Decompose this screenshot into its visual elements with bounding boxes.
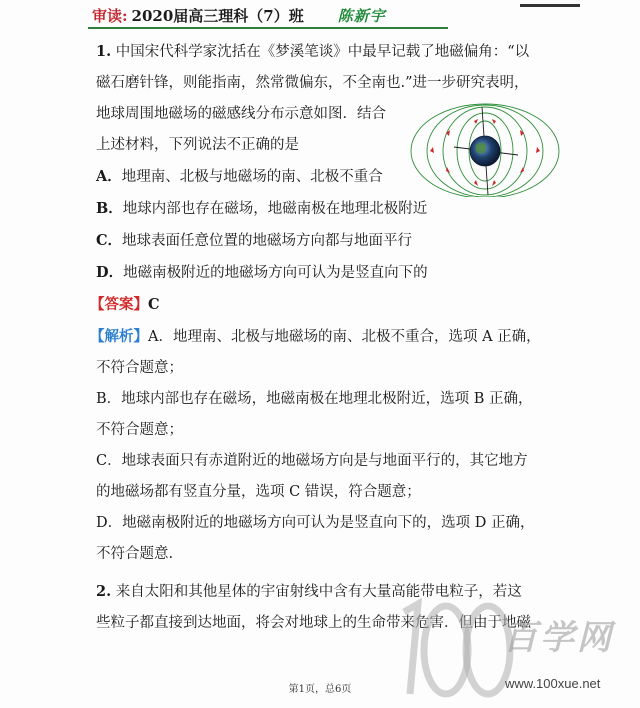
question-2-text-2: 些粒子都直接到达地面，将会对地球上的生命带来危害．但由于地磁 xyxy=(96,615,531,631)
analysis-a-2: 不符合题意； xyxy=(96,360,183,376)
analysis-d-2: 不符合题意. xyxy=(96,546,174,562)
header-underline xyxy=(88,27,448,29)
option-b-text: 地球内部也存在磁场，地磁南极在地理北极附近 xyxy=(122,201,428,217)
option-b-letter: B． xyxy=(96,200,123,217)
option-c-letter: C． xyxy=(96,232,123,249)
header-corner-mark xyxy=(520,0,580,7)
earth-magnetic-field-figure xyxy=(406,103,564,197)
question-2-number: 2. xyxy=(96,583,112,600)
earth-globe-icon xyxy=(470,136,500,166)
question-1-stem-2: 磁石磨针锋，则能指南，然常微偏东，不全南也.”进一步研究表明， xyxy=(96,75,529,91)
question-1-stem-3: 地球周围地磁场的磁感线分布示意如图．结合 xyxy=(96,106,386,122)
reviewer-signature: 陈新宇 xyxy=(337,6,386,25)
review-header xyxy=(92,2,386,28)
question-1-number: 1. xyxy=(96,43,112,60)
analysis-line-a1 xyxy=(90,321,566,353)
reviewer-label: 审读: xyxy=(92,6,128,25)
question-1-stem-4: 上述材料，下列说法不正确的是 xyxy=(96,137,299,153)
question-1-line-1 xyxy=(96,36,566,68)
watermark-brand: 百学网 xyxy=(503,618,614,658)
page-footer: 第1页，总6页 xyxy=(288,684,352,695)
option-c-text: 地球表面任意位置的地磁场方向都与地面平行 xyxy=(122,233,413,249)
answer-value: C xyxy=(148,296,160,313)
watermark-url: www.100xue.net xyxy=(505,676,601,691)
option-c xyxy=(96,225,566,257)
option-d-letter: D． xyxy=(96,264,124,281)
analysis-b-2: 不符合题意； xyxy=(96,422,183,438)
question-1-stem-1: 中国宋代科学家沈括在《梦溪笔谈》中最早记载了地磁偏角：“以 xyxy=(115,44,530,60)
question-2-text-1: 来自太阳和其他星体的宇宙射线中含有大量高能带电粒子，若这 xyxy=(115,584,522,600)
option-d xyxy=(96,257,566,289)
analysis-tag: 【解析】 xyxy=(90,328,148,345)
option-a-text: 地理南、北极与地磁场的南、北极不重合 xyxy=(121,169,383,185)
analysis-c-1: C．地球表面只有赤道附近的地磁场方向是与地面平行的，其它地方 xyxy=(96,453,528,469)
option-a-letter: A． xyxy=(96,168,122,185)
class-info: 2020届高三理科（7）班 xyxy=(131,6,304,25)
option-d-text: 地磁南极附近的地磁场方向可认为是竖直向下的 xyxy=(123,265,428,281)
answer-tag: 【答案】 xyxy=(90,296,148,313)
analysis-d-1: D．地磁南极附近的地磁场方向可认为是竖直向下的，选项 D 正确， xyxy=(96,515,535,531)
answer-line xyxy=(90,289,566,321)
analysis-b-1: B．地球内部也存在磁场，地磁南极在地理北极附近，选项 B 正确， xyxy=(96,391,533,407)
option-b xyxy=(96,193,566,225)
analysis-a-1: A．地理南、北极与地磁场的南、北极不重合，选项 A 正确， xyxy=(148,329,541,345)
analysis-c-2: 的地磁场都有竖直分量，选项 C 错误，符合题意； xyxy=(96,484,421,500)
